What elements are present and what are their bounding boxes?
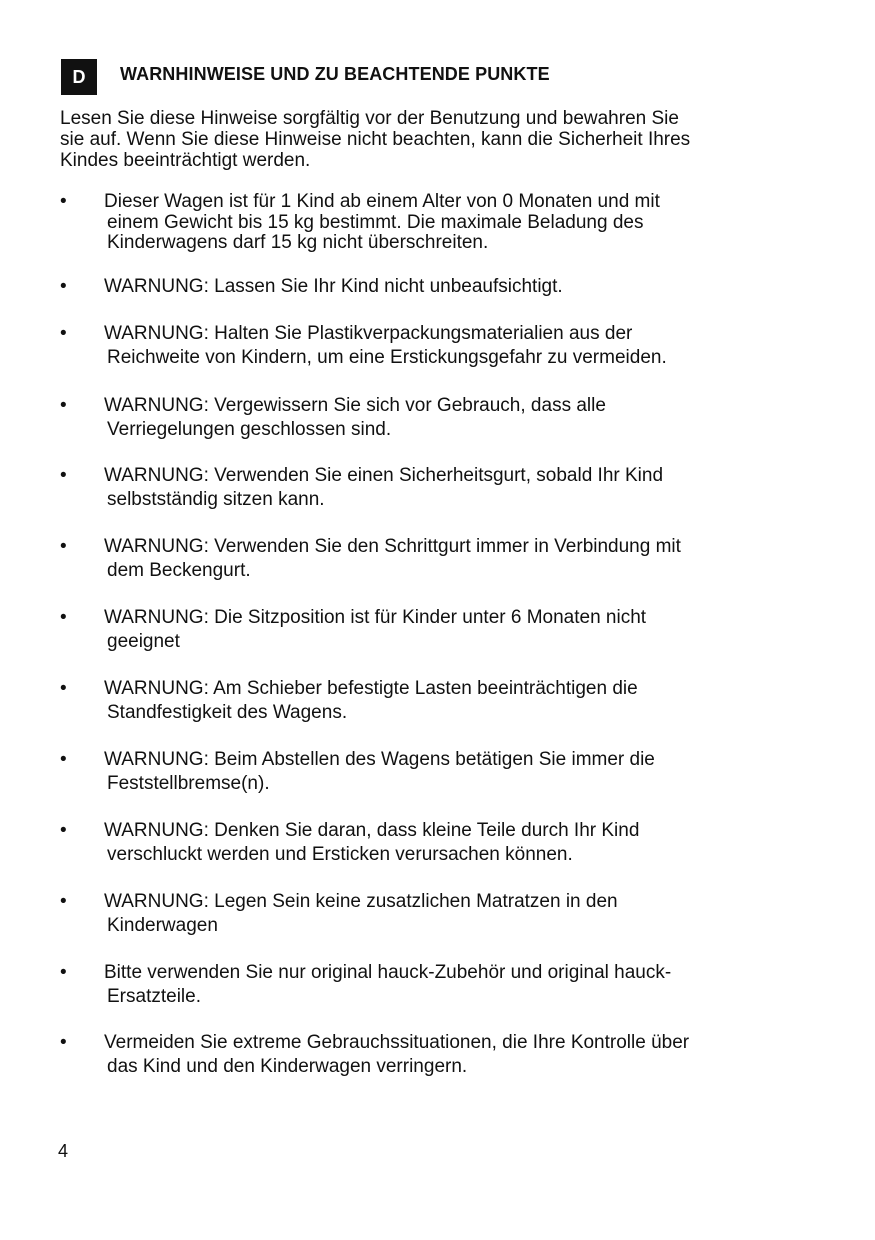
warning-line: Kinderwagens darf 15 kg nicht überschreiten. [107,232,489,253]
bullet-point: • [60,749,67,770]
bullet-point: • [60,465,67,486]
warning-line: WARNUNG: Verwenden Sie den Schrittgurt immer in Verbindung mit [104,536,681,557]
bullet-point: • [60,891,67,912]
warning-line: Verriegelungen geschlossen sind. [107,419,392,440]
warning-line: Ersatzteile. [107,986,201,1007]
warning-line: WARNUNG: Am Schieber befestigte Lasten beeinträchtigen die [104,678,638,699]
intro-line: Lesen Sie diese Hinweise sorgfältig vor der Benutzung und bewahren Sie [60,108,679,129]
warning-line: Feststellbremse(n). [107,773,270,794]
warning-line: WARNUNG: Denken Sie daran, dass kleine Teile durch Ihr Kind [104,820,640,841]
bullet-point: • [60,191,67,212]
bullet-point: • [60,962,67,983]
intro-line: Kindes beeinträchtigt werden. [60,150,311,171]
language-badge: D [61,59,97,95]
bullet-point: • [60,1032,67,1053]
warning-line: selbstständig sitzen kann. [107,489,325,510]
warning-line: Reichweite von Kindern, um eine Erstickungsgefahr zu vermeiden. [107,347,667,368]
warning-line: verschluckt werden und Ersticken verursachen können. [107,844,573,865]
warning-line: Kinderwagen [107,915,218,936]
bullet-point: • [60,323,67,344]
warning-line: WARNUNG: Die Sitzposition ist für Kinder unter 6 Monaten nicht [104,607,647,628]
bullet-point: • [60,536,67,557]
warning-line: WARNUNG: Legen Sein keine zusatzlichen Matratzen in den [104,891,618,912]
warning-line: WARNUNG: Halten Sie Plastikverpackungsmaterialien aus der [104,323,633,344]
warning-line: Dieser Wagen ist für 1 Kind ab einem Alter von 0 Monaten und mit [104,191,660,212]
warning-line: Vermeiden Sie extreme Gebrauchssituationen, die Ihre Kontrolle über [104,1032,690,1053]
page-number: 4 [58,1141,69,1161]
intro-line: sie auf. Wenn Sie diese Hinweise nicht beachten, kann die Sicherheit Ihres [60,129,691,150]
warning-line: WARNUNG: Beim Abstellen des Wagens betätigen Sie immer die [104,749,655,770]
warning-line: WARNUNG: Lassen Sie Ihr Kind nicht unbeaufsichtigt. [104,276,563,297]
warning-line: dem Beckengurt. [107,560,251,581]
warning-line: einem Gewicht bis 15 kg bestimmt. Die maximale Beladung des [107,211,644,233]
intro-paragraph [60,108,780,171]
warning-line: das Kind und den Kinderwagen verringern. [107,1056,468,1077]
section-title: WARNHINWEISE UND ZU BEACHTENDE PUNKTE [120,64,550,84]
warning-line: Bitte verwenden Sie nur original hauck-Zubehör und original hauck- [104,962,672,983]
bullet-point: • [60,678,67,699]
bullet-point: • [60,820,67,841]
warning-line: geeignet [107,631,180,652]
warning-line: WARNUNG: Vergewissern Sie sich vor Gebrauch, dass alle [104,395,606,416]
bullet-point: • [60,395,67,416]
bullet-point: • [60,607,67,628]
warning-line: WARNUNG: Verwenden Sie einen Sicherheitsgurt, sobald Ihr Kind [104,465,664,486]
bullet-point: • [60,276,67,297]
warning-line: Standfestigkeit des Wagens. [107,702,348,723]
